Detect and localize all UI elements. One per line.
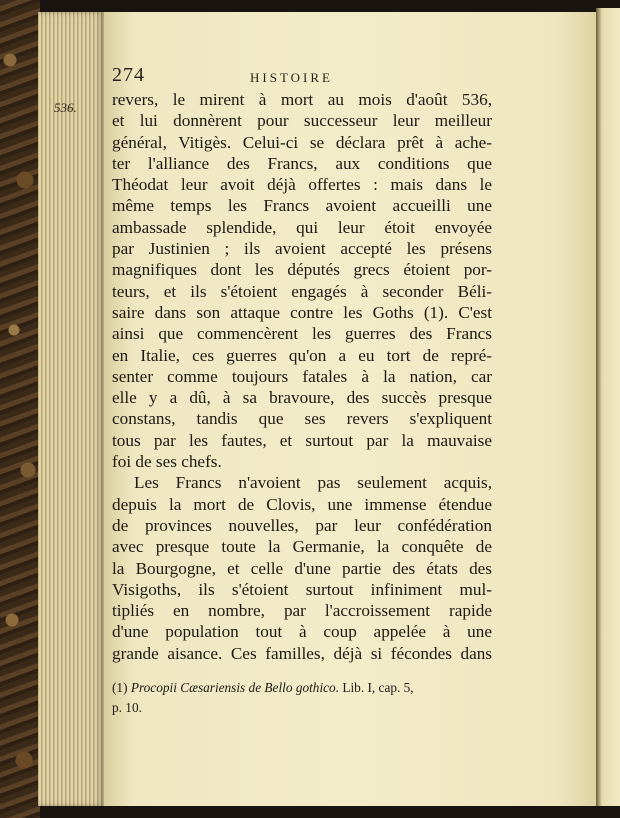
text-line: et lui donnèrent pour successeur leur meilleur	[112, 111, 492, 131]
running-title: HISTOIRE	[250, 70, 333, 85]
text-line: saire dans son attaque contre les Goths (1). C'est	[112, 302, 492, 322]
text-line: foi de ses chefs.	[112, 452, 222, 472]
text-line: en Italie, ces guerres qu'on a eu tort de repré-	[112, 345, 492, 365]
page-content	[54, 60, 492, 718]
text-line: senter comme toujours fatales à la nation, car	[112, 366, 492, 386]
text-line: de provinces nouvelles, par leur confédération	[112, 515, 492, 535]
text-line: général, Vitigès. Celui-ci se déclara prêt à ache-	[112, 132, 492, 152]
text-line: ambassade splendide, qui leur étoit envoyée	[112, 217, 492, 237]
text-line: tous par les fautes, et surtout par la mauvaise	[112, 430, 492, 450]
text-line: ainsi que commencèrent les guerres des Francs	[112, 324, 492, 344]
text-line: revers, le mirent à mort au mois d'août 536,	[112, 90, 492, 109]
text-line: magnifiques dont les députés grecs étoient por-	[112, 260, 492, 280]
text-line: Les Francs n'avoient pas seulement acquis,	[134, 473, 492, 493]
page-number: 274	[112, 64, 145, 86]
text-line: même temps les Francs avoient accueilli une	[112, 196, 492, 216]
page-stack-edges	[38, 12, 104, 806]
text-line: Théodat leur avoit déjà offertes : mais dans le	[112, 175, 492, 195]
text-line: ter l'alliance des Francs, aux conditions que	[112, 153, 492, 173]
text-line: d'une population tout à coup appelée à une	[112, 622, 492, 642]
footnote	[112, 678, 492, 698]
footnotes	[112, 678, 492, 718]
text-line: grande aisance. Ces familles, déjà si fécondes dans	[112, 643, 492, 663]
text-line: constans, tandis que ses revers s'expliquent	[112, 409, 492, 429]
text-line: Visigoths, ils s'étoient surtout infiniment mul-	[112, 579, 492, 599]
text-line: teurs, et ils s'étoient engagés à seconder Béli-	[112, 281, 492, 301]
body-text	[112, 89, 492, 664]
footnote-marker: (1)	[112, 680, 128, 696]
footnote-citation: Procopii Cæsariensis de Bello gothico.	[130, 680, 340, 696]
text-line: par Justinien ; ils avoient accepté les présens	[112, 239, 492, 259]
marbled-cover-edge	[0, 0, 40, 818]
footnote-continuation: p. 10.	[112, 700, 142, 716]
text-line: depuis la mort de Clovis, une immense étendue	[112, 494, 492, 514]
footnote-reference: Lib. I, cap. 5,	[342, 680, 414, 696]
running-head	[112, 60, 492, 88]
text-line: la Bourgogne, et celle d'une partie des états des	[112, 558, 492, 578]
text-line: avec presque toute la Germanie, la conquête de	[112, 537, 492, 557]
margin-year-note: 536.	[54, 100, 77, 115]
text-line: elle y a dû, à sa bravoure, des succès presque	[112, 388, 492, 408]
text-line: tipliés en nombre, par l'accroissement rapide	[112, 601, 492, 621]
facing-page-edge	[596, 8, 620, 806]
